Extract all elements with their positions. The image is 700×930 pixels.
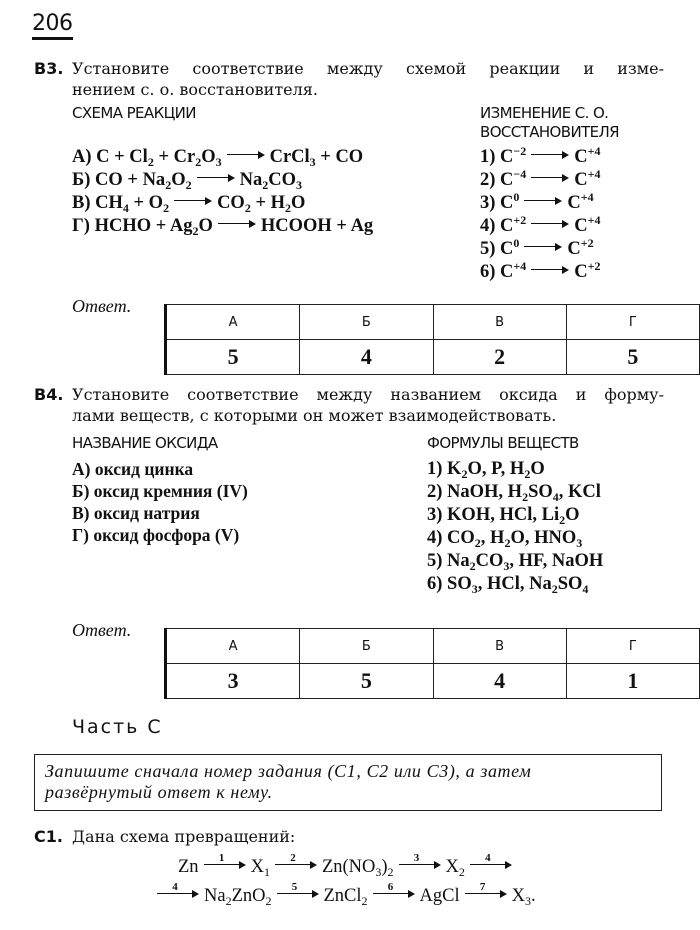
page-number: 206 xyxy=(32,12,73,40)
oxidation-change-item xyxy=(480,146,600,169)
answer-value-cell[interactable]: 4 xyxy=(433,664,566,699)
oxidation-change-item xyxy=(480,169,600,192)
change-to: $C^{+4}$ xyxy=(574,144,601,167)
formula-item xyxy=(427,458,603,481)
change-number: 1) xyxy=(480,147,501,167)
formula-text: $K_2O$, P, $H_2O$ xyxy=(447,459,545,481)
reaction-letter: А) xyxy=(72,147,97,167)
reaction-reactants: $CH_4 + O_2$ xyxy=(95,193,170,215)
change-to: $C^{+2}$ xyxy=(574,259,601,282)
reaction-arrow-icon xyxy=(197,173,235,183)
reaction-item xyxy=(72,215,373,238)
answer-value-cell[interactable]: 2 xyxy=(433,340,566,375)
reaction-arrow-icon xyxy=(227,150,265,160)
reaction-arrow-icon xyxy=(524,196,562,206)
reaction-reactants: $C + Cl_2 + Cr_2O_3$ xyxy=(96,147,222,169)
chain-species: $Na_2ZnO_2$ xyxy=(204,886,272,908)
formula-number: 5) xyxy=(427,551,448,571)
change-from: $C^0$ xyxy=(500,190,520,213)
formula-number: 6) xyxy=(427,574,448,594)
c1-chain-line2 xyxy=(152,881,536,908)
reaction-reactants: CO + $Na_2O_2$ xyxy=(95,170,192,192)
answer-header-cell: Б xyxy=(300,629,433,664)
change-to: $C^{+4}$ xyxy=(574,167,601,190)
step-number: 5 xyxy=(291,881,298,893)
oxidation-change-item xyxy=(480,238,600,261)
reaction-products: HCOOH + Ag xyxy=(260,216,374,236)
b4-right-header: ФОРМУЛЫ ВЕЩЕСТВ xyxy=(427,434,579,452)
reaction-arrow-icon xyxy=(470,852,512,870)
reaction-item xyxy=(72,192,373,215)
change-from: $C^{-2}$ xyxy=(500,144,527,167)
b4-formula-list xyxy=(427,458,603,596)
reaction-arrow-icon xyxy=(277,881,319,899)
answer-header-cell: В xyxy=(433,305,566,340)
reaction-letter: В) xyxy=(72,193,96,213)
answer-value-cell[interactable]: 5 xyxy=(300,664,433,699)
oxide-item xyxy=(72,480,248,502)
b3-right-header-line2: ВОССТАНОВИТЕЛЯ xyxy=(480,123,620,141)
reaction-arrow-icon xyxy=(373,881,415,899)
reaction-products: $CO_2 + H_2O$ xyxy=(217,193,306,215)
change-number: 5) xyxy=(480,239,501,259)
task-c1 xyxy=(34,826,664,847)
task-b3-prompt xyxy=(72,58,664,100)
b3-right-header xyxy=(480,104,619,142)
step-number: 2 xyxy=(290,852,296,864)
b3-change-list xyxy=(480,146,600,284)
reaction-arrow-icon xyxy=(218,219,256,229)
formula-text: KOH, HCl, $Li_2O$ xyxy=(447,505,580,527)
change-number: 4) xyxy=(480,216,501,236)
formula-item xyxy=(427,573,603,596)
part-c-title: Часть С xyxy=(72,716,163,738)
formula-text: NaOH, $H_2SO_4$, KCl xyxy=(447,482,601,504)
answer-value-row xyxy=(166,664,700,699)
b3-left-header: СХЕМА РЕАКЦИИ xyxy=(72,104,196,122)
step-number: 4 xyxy=(172,881,178,893)
b3-right-header-line1: ИЗМЕНЕНИЕ С. О. xyxy=(480,104,609,122)
chain-species: Zn xyxy=(178,857,199,877)
task-c1-label: С1. xyxy=(34,827,63,846)
reaction-item xyxy=(72,169,373,192)
reaction-arrow-icon xyxy=(174,196,212,206)
task-b3-prompt-line2: нением с. о. восстановителя. xyxy=(72,80,318,99)
part-c-instruction-box xyxy=(34,754,662,811)
formula-item xyxy=(427,504,603,527)
oxidation-change-item xyxy=(480,215,600,238)
chain-species: AgCl xyxy=(419,886,460,906)
chain-species: $X_2$ xyxy=(445,857,465,879)
change-number: 6) xyxy=(480,262,501,282)
formula-text: $Na_2CO_3$, HF, NaOH xyxy=(447,551,604,573)
change-number: 2) xyxy=(480,170,501,190)
task-b4-prompt xyxy=(72,384,664,426)
answer-header-row xyxy=(166,629,700,664)
b4-left-header: НАЗВАНИЕ ОКСИДА xyxy=(72,434,218,452)
reaction-arrow-icon xyxy=(399,852,441,870)
instruction-line2: развёрнутый ответ к нему. xyxy=(45,782,273,802)
answer-value-row xyxy=(166,340,700,375)
oxide-name: оксид натрия xyxy=(93,503,200,523)
reaction-arrow-icon xyxy=(531,219,569,229)
oxide-letter: В) xyxy=(72,503,94,523)
formula-item xyxy=(427,527,603,550)
step-number: 3 xyxy=(413,852,420,864)
reaction-products: $Na_2CO_3$ xyxy=(239,170,302,192)
answer-header-cell: А xyxy=(166,305,300,340)
task-b4-prompt-line1: Установите соответствие между названием оксида и форму- xyxy=(72,385,664,404)
answer-header-row xyxy=(166,305,700,340)
change-number: 3) xyxy=(480,193,501,213)
reaction-letter: Г) xyxy=(72,216,95,236)
reaction-arrow-icon xyxy=(531,173,569,183)
formula-text: $CO_2$, $H_2O$, $HNO_3$ xyxy=(447,528,583,550)
formula-item xyxy=(427,481,603,504)
answer-header-cell: В xyxy=(433,629,566,664)
chain-species: $Zn(NO_3)_2$ xyxy=(321,857,394,879)
oxide-name: оксид цинка xyxy=(94,459,194,479)
task-b4-prompt-line2: лами веществ, с которыми он может взаимодействовать. xyxy=(72,406,557,425)
change-from: $C^{+4}$ xyxy=(500,259,527,282)
change-to: $C^{+4}$ xyxy=(574,213,601,236)
step-number: 7 xyxy=(479,881,486,893)
formula-number: 1) xyxy=(427,459,448,479)
oxidation-change-item xyxy=(480,192,600,215)
reaction-arrow-icon xyxy=(531,150,569,160)
oxide-item xyxy=(72,502,248,524)
step-number: 6 xyxy=(387,881,394,893)
answer-header-cell: Г xyxy=(566,629,699,664)
answer-header-cell: А xyxy=(166,629,300,664)
answer-value-cell[interactable]: 3 xyxy=(166,664,300,699)
oxidation-change-item xyxy=(480,261,600,284)
b3-answer-label: Ответ. xyxy=(72,296,132,316)
oxide-letter: Б) xyxy=(72,481,94,501)
answer-value-cell[interactable]: 1 xyxy=(566,664,699,699)
oxide-letter: Г) xyxy=(72,525,94,545)
answer-header-cell: Б xyxy=(300,305,433,340)
formula-number: 4) xyxy=(427,528,448,548)
change-to: $C^{+4}$ xyxy=(567,190,594,213)
reaction-item xyxy=(72,146,373,169)
chain-species: ZnCl$_2$ xyxy=(323,886,368,908)
task-b3-prompt-line1: Установите соответствие между схемой реакции и изме- xyxy=(72,59,664,78)
formula-item xyxy=(427,550,603,573)
change-from: $C^0$ xyxy=(500,236,520,259)
answer-header-cell: Г xyxy=(566,305,699,340)
formula-number: 2) xyxy=(427,482,448,502)
answer-value-cell[interactable]: 5 xyxy=(166,340,300,375)
oxide-name: оксид фосфора (V) xyxy=(93,525,240,545)
oxide-letter: А) xyxy=(72,459,95,479)
instruction-line1: Запишите сначала номер задания (С1, С2 или С3), а затем xyxy=(45,761,532,781)
reaction-products: CrCl$_3$ + CO xyxy=(269,147,364,169)
b4-answer-label: Ответ. xyxy=(72,620,132,640)
oxide-item xyxy=(72,524,248,546)
change-to: $C^{+2}$ xyxy=(567,236,594,259)
oxide-name: оксид кремния (IV) xyxy=(93,481,248,501)
b4-oxide-list xyxy=(72,458,248,546)
b4-answer-table xyxy=(164,628,700,699)
reaction-arrow-icon xyxy=(465,881,507,899)
step-number: 1 xyxy=(218,852,225,864)
b3-answer-table xyxy=(164,304,700,375)
chain-species: $X_1$ xyxy=(250,857,270,879)
step-number: 4 xyxy=(485,852,491,864)
oxide-item xyxy=(72,458,248,480)
task-b4-label: В4. xyxy=(34,385,64,404)
answer-value-cell[interactable]: 5 xyxy=(566,340,699,375)
reaction-arrow-icon xyxy=(531,265,569,275)
reaction-reactants: HCHO + $Ag_2O$ xyxy=(94,216,213,238)
reaction-arrow-icon xyxy=(204,852,246,870)
task-c1-prompt: Дана схема превращений: xyxy=(72,827,296,846)
formula-text: $SO_3$, HCl, $Na_2SO_4$ xyxy=(447,574,589,596)
chain-species: $X_3$. xyxy=(511,886,536,908)
reaction-letter: Б) xyxy=(72,170,96,190)
change-from: $C^{+2}$ xyxy=(500,213,527,236)
task-b3-label: В3. xyxy=(34,59,64,78)
reaction-arrow-icon xyxy=(275,852,317,870)
answer-value-cell[interactable]: 4 xyxy=(300,340,433,375)
change-from: $C^{-4}$ xyxy=(500,167,527,190)
b3-reaction-list xyxy=(72,146,373,238)
reaction-arrow-icon xyxy=(157,881,199,899)
reaction-arrow-icon xyxy=(524,242,562,252)
formula-number: 3) xyxy=(427,505,448,525)
